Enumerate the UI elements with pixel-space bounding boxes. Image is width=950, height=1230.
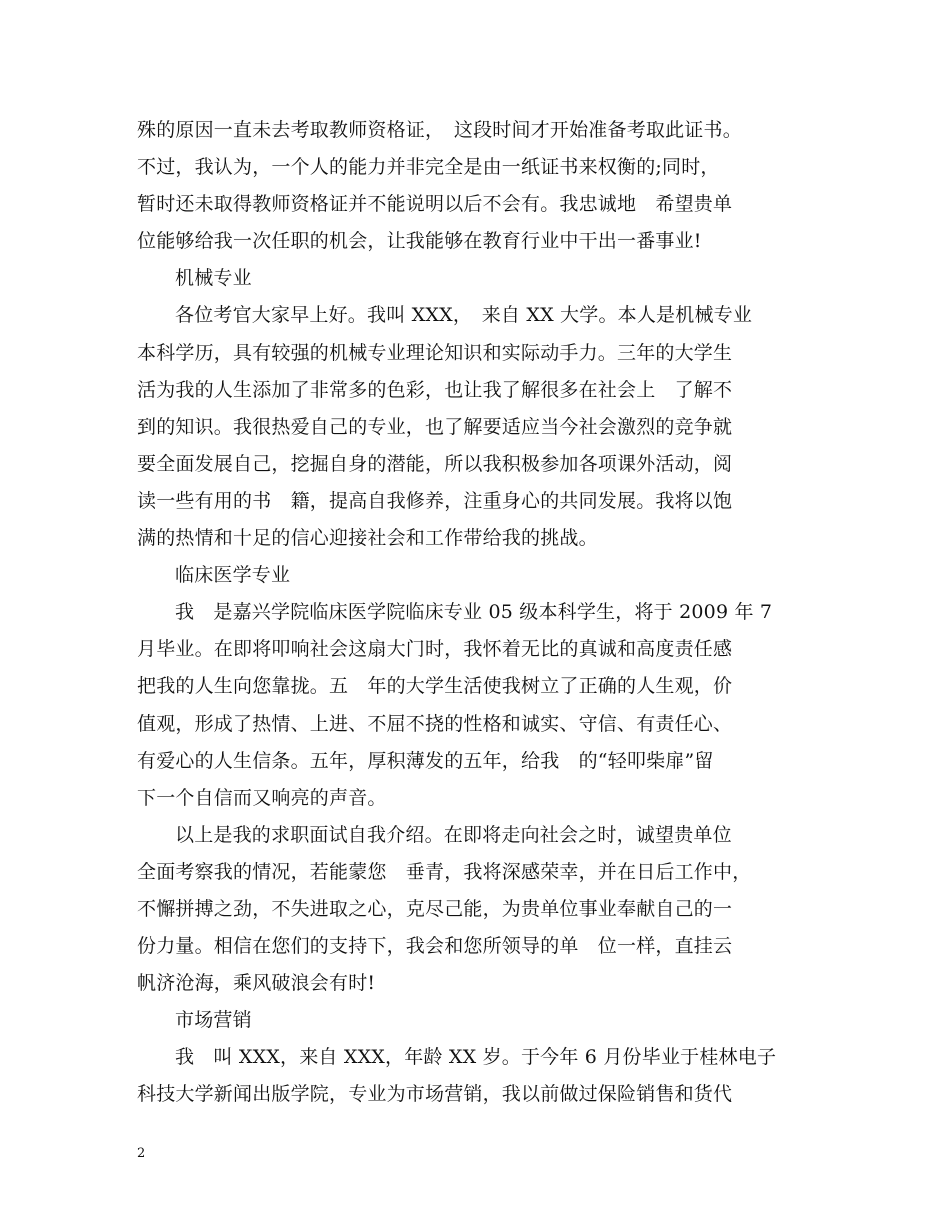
text-line: 月毕业。在即将叩响社会这扇大门时，我怀着无比的真诚和高度责任感 — [137, 638, 733, 661]
text-line: 值观，形成了热情、上进、不屈不挠的性格和诚实、守信、有责任心、 — [137, 712, 733, 735]
text-line: 临床医学专业 — [175, 564, 291, 587]
text-line: 本科学历，具有较强的机械专业理论知识和实际动手力。三年的大学生 — [137, 341, 733, 364]
text-line: 满的热情和十足的信心迎接社会和工作带给我的挑战。 — [137, 527, 598, 550]
text-line: 殊的原因一直未去考取教师资格证， 这段时间才开始准备考取此证书。 — [137, 119, 742, 141]
text-line: 下一个自信而又响亮的声音。 — [137, 786, 387, 809]
text-line: 活为我的人生添加了非常多的色彩，也让我了解很多在社会上 了解不 — [137, 378, 733, 401]
text-line: 各位考官大家早上好。我叫 XXX， 来自 XX 大学。本人是机械专业 — [175, 304, 753, 327]
text-line: 以上是我的求职面试自我介绍。在即将走向社会之时，诚望贵单位 — [175, 823, 732, 846]
text-line: 我 是嘉兴学院临床医学院临床专业 05 级本科学生，将于 2009 年 7 — [175, 601, 773, 624]
text-line: 帆济沧海，乘风破浪会有时! — [137, 972, 376, 995]
text-line: 我 叫 XXX，来自 XXX，年龄 XX 岁。于今年 6 月份毕业于桂林电子 — [175, 1046, 777, 1069]
text-line: 份力量。相信在您们的支持下，我会和您所领导的单 位一样，直挂云 — [137, 935, 733, 958]
text-line: 不懈拼搏之劲，不失进取之心，克尽己能，为贵单位事业奉献自己的一 — [137, 897, 733, 920]
text-line: 全面考察我的情况，若能蒙您 垂青，我将深感荣幸，并在日后工作中， — [137, 860, 752, 883]
text-line: 有爱心的人生信条。五年，厚积薄发的五年，给我 的“轻叩柴扉”留 — [137, 749, 714, 772]
text-line: 市场营销 — [175, 1009, 252, 1032]
document-body — [137, 112, 817, 1114]
text-line: 到的知识。我很热爱自己的专业，也了解要适应当今社会激烈的竞争就 — [137, 415, 733, 438]
page-number: 2 — [137, 1146, 146, 1161]
text-line: 把我的人生向您靠拢。五 年的大学生活使我树立了正确的人生观，价 — [137, 675, 733, 698]
text-line: 机械专业 — [175, 267, 252, 290]
text-line: 科技大学新闻出版学院，专业为市场营销，我以前做过保险销售和货代 — [137, 1083, 733, 1106]
text-line: 不过，我认为，一个人的能力并非完全是由一纸证书来权衡的;同时， — [137, 156, 720, 179]
text-line: 暂时还未取得教师资格证并不能说明以后不会有。我忠诚地 希望贵单 — [137, 193, 733, 216]
text-line: 位能够给我一次任职的机会，让我能够在教育行业中干出一番事业! — [137, 230, 702, 253]
text-line: 读一些有用的书 籍，提高自我修养，注重身心的共同发展。我将以饱 — [137, 489, 733, 512]
text-line: 要全面发展自己，挖掘自身的潜能，所以我积极参加各项课外活动，阅 — [137, 452, 733, 475]
